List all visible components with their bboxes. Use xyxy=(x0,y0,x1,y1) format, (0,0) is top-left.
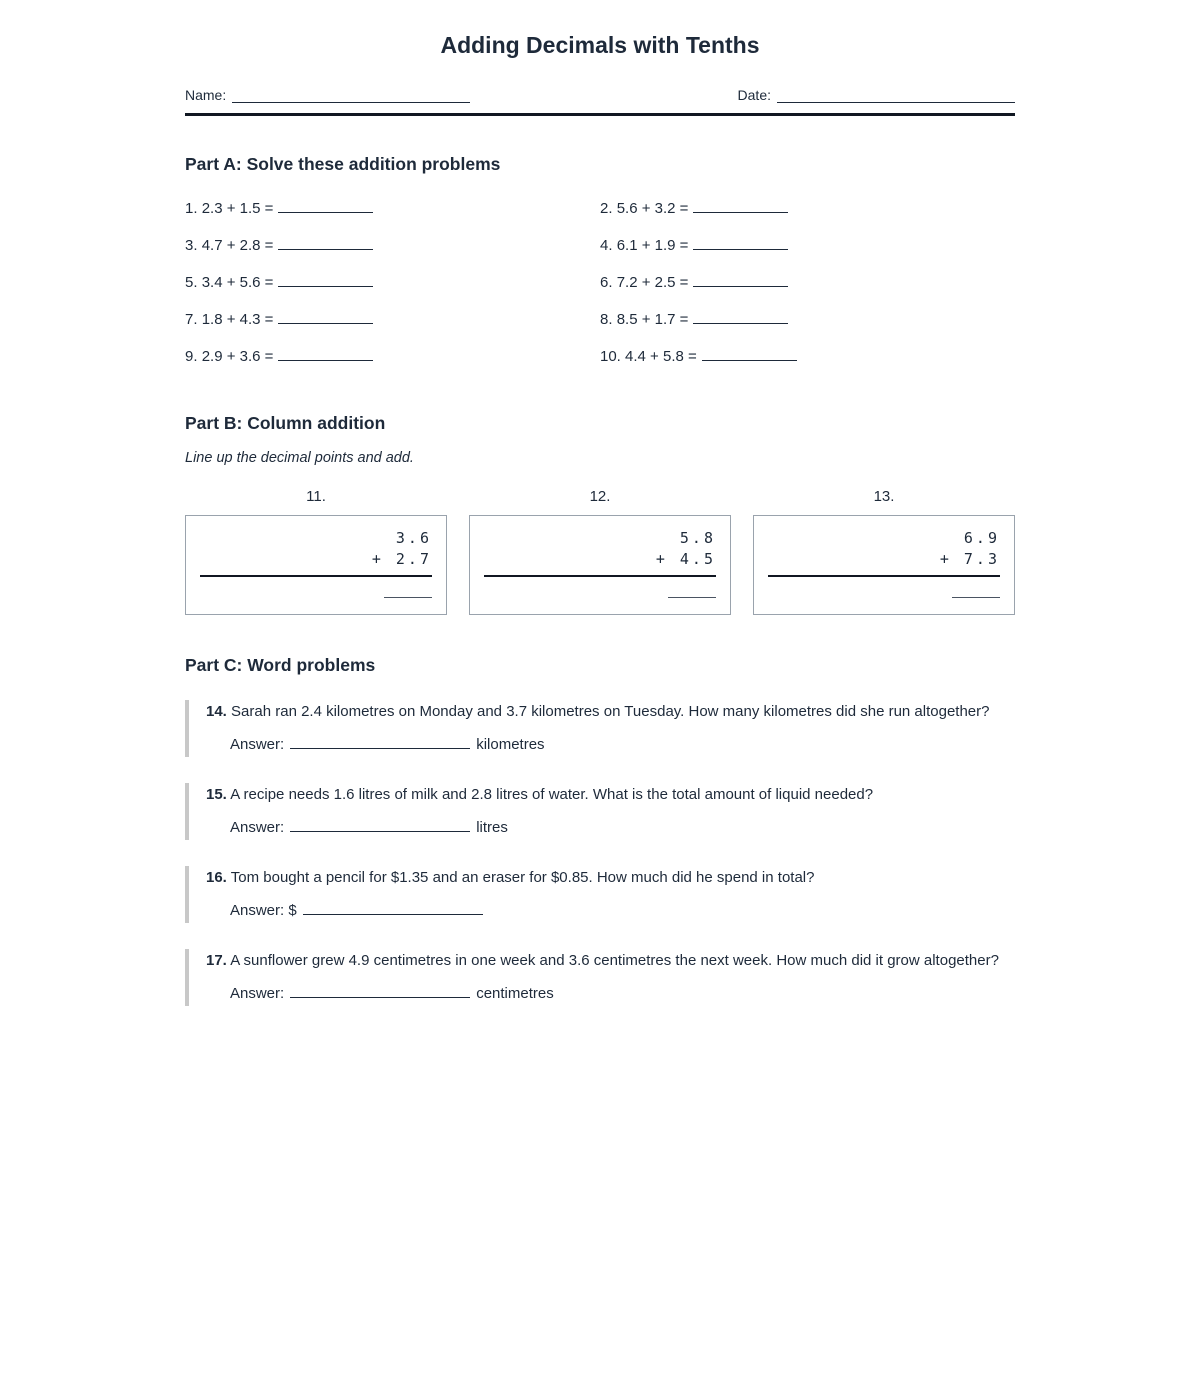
answer-unit: kilometres xyxy=(476,736,545,753)
answer-unit: litres xyxy=(476,819,508,836)
date-blank-line xyxy=(777,89,1015,103)
answer-blank xyxy=(278,200,373,213)
problem-number: 7. xyxy=(185,311,198,328)
addend-top: 5.8 xyxy=(679,529,716,547)
problem-1 xyxy=(185,199,600,219)
column-addition-row xyxy=(185,488,1015,615)
answer-blank xyxy=(693,274,788,287)
sum-answer-blank xyxy=(952,597,1000,598)
problem-6 xyxy=(600,273,1015,293)
name-label: Name: xyxy=(185,87,227,103)
problem-number: 15. xyxy=(206,786,227,803)
problem-8 xyxy=(600,310,1015,330)
part-a-heading: Part A: Solve these addition problems xyxy=(185,154,501,174)
column-addition-box xyxy=(469,515,731,615)
column-addition-box xyxy=(185,515,447,615)
part-b-instruction: Line up the decimal points and add. xyxy=(185,450,414,466)
problem-3 xyxy=(185,236,600,256)
word-problem-14 xyxy=(185,700,1015,757)
problem-expression: 2.9 + 3.6 = xyxy=(201,348,274,365)
answer-label: Answer: $ xyxy=(230,902,297,919)
answer-blank xyxy=(702,348,797,361)
answer-blank xyxy=(290,736,470,749)
answer-blank xyxy=(290,985,470,998)
word-problem-15 xyxy=(185,783,1015,840)
sum-line xyxy=(768,575,1000,577)
problem-5 xyxy=(185,273,600,293)
answer-label: Answer: xyxy=(230,985,285,1002)
sum-line xyxy=(200,575,432,577)
part-b-heading: Part B: Column addition xyxy=(185,413,386,433)
problem-expression: 5.6 + 3.2 = xyxy=(616,200,689,217)
sum-line xyxy=(484,575,716,577)
page-title: Adding Decimals with Tenths xyxy=(440,32,760,58)
column-problem-label: 12. xyxy=(589,488,611,505)
problem-number: 17. xyxy=(206,952,227,969)
problem-expression: 4.7 + 2.8 = xyxy=(201,237,274,254)
answer-blank xyxy=(278,311,373,324)
column-problem-11 xyxy=(185,488,447,615)
answer-blank xyxy=(303,902,483,915)
problem-4 xyxy=(600,236,1015,256)
problem-number: 3. xyxy=(185,237,198,254)
name-field xyxy=(185,87,470,103)
column-problem-label: 13. xyxy=(873,488,895,505)
answer-label: Answer: xyxy=(230,736,285,753)
name-date-row xyxy=(185,87,1015,103)
column-addition-box xyxy=(753,515,1015,615)
problem-number: 1. xyxy=(185,200,198,217)
problem-expression: 2.3 + 1.5 = xyxy=(201,200,274,217)
sum-answer-blank xyxy=(668,597,716,598)
answer-row xyxy=(230,733,1015,757)
problem-number: 9. xyxy=(185,348,198,365)
problem-number: 5. xyxy=(185,274,198,291)
problem-number: 16. xyxy=(206,869,227,886)
answer-blank xyxy=(693,311,788,324)
problem-number: 14. xyxy=(206,703,227,720)
column-problem-12 xyxy=(469,488,731,615)
date-label: Date: xyxy=(737,87,771,103)
problem-expression: 8.5 + 1.7 = xyxy=(616,311,689,328)
problem-2 xyxy=(600,199,1015,219)
problem-expression: 4.4 + 5.8 = xyxy=(625,348,697,365)
word-problem-text xyxy=(206,783,1015,807)
sum-answer-blank xyxy=(384,597,432,598)
addend-bottom: + 2.7 xyxy=(371,550,432,568)
answer-blank xyxy=(278,274,373,287)
name-blank-line xyxy=(232,89,470,103)
word-problem-text xyxy=(206,700,1015,724)
problem-number: 8. xyxy=(600,311,613,328)
problem-7 xyxy=(185,310,600,330)
problem-number: 10. xyxy=(600,348,621,365)
problem-number: 2. xyxy=(600,200,613,217)
problem-text: Sarah ran 2.4 kilometres on Monday and 3.7 kilometres on Tuesday. How many kilometres did she run altogether? xyxy=(231,703,990,720)
word-problem-17 xyxy=(185,949,1015,1006)
column-problem-13 xyxy=(753,488,1015,615)
part-c-heading: Part C: Word problems xyxy=(185,655,376,675)
worksheet-page xyxy=(185,0,1015,1006)
answer-row xyxy=(230,816,1015,840)
problem-expression: 6.1 + 1.9 = xyxy=(616,237,689,254)
addend-top: 6.9 xyxy=(963,529,1000,547)
problem-expression: 1.8 + 4.3 = xyxy=(201,311,274,328)
answer-unit: centimetres xyxy=(476,985,554,1002)
problem-expression: 3.4 + 5.6 = xyxy=(201,274,274,291)
answer-row xyxy=(230,982,1015,1006)
addend-bottom: + 4.5 xyxy=(655,550,716,568)
word-problem-16 xyxy=(185,866,1015,923)
problem-text: A recipe needs 1.6 litres of milk and 2.8 litres of water. What is the total amount of liquid needed? xyxy=(230,786,874,803)
column-problem-label: 11. xyxy=(306,488,326,505)
answer-blank xyxy=(278,348,373,361)
addend-bottom: + 7.3 xyxy=(939,550,1000,568)
answer-blank xyxy=(693,200,788,213)
problem-expression: 7.2 + 2.5 = xyxy=(616,274,689,291)
answer-label: Answer: xyxy=(230,819,285,836)
word-problem-text xyxy=(206,866,1015,890)
date-field xyxy=(738,87,1015,103)
addend-top: 3.6 xyxy=(395,529,432,547)
problem-number: 6. xyxy=(600,274,613,291)
problem-text: A sunflower grew 4.9 centimetres in one week and 3.6 centimetres the next week. How much did it grow altogether? xyxy=(230,952,999,969)
answer-blank xyxy=(278,237,373,250)
header-divider xyxy=(185,113,1015,116)
answer-blank xyxy=(290,819,470,832)
word-problem-text xyxy=(206,949,1015,973)
problem-number: 4. xyxy=(600,237,613,254)
problem-10 xyxy=(600,347,1015,367)
part-a-problems xyxy=(185,199,1015,367)
answer-blank xyxy=(693,237,788,250)
answer-row xyxy=(230,899,1015,923)
problem-text: Tom bought a pencil for $1.35 and an eraser for $0.85. How much did he spend in total? xyxy=(230,869,815,886)
problem-9 xyxy=(185,347,600,367)
